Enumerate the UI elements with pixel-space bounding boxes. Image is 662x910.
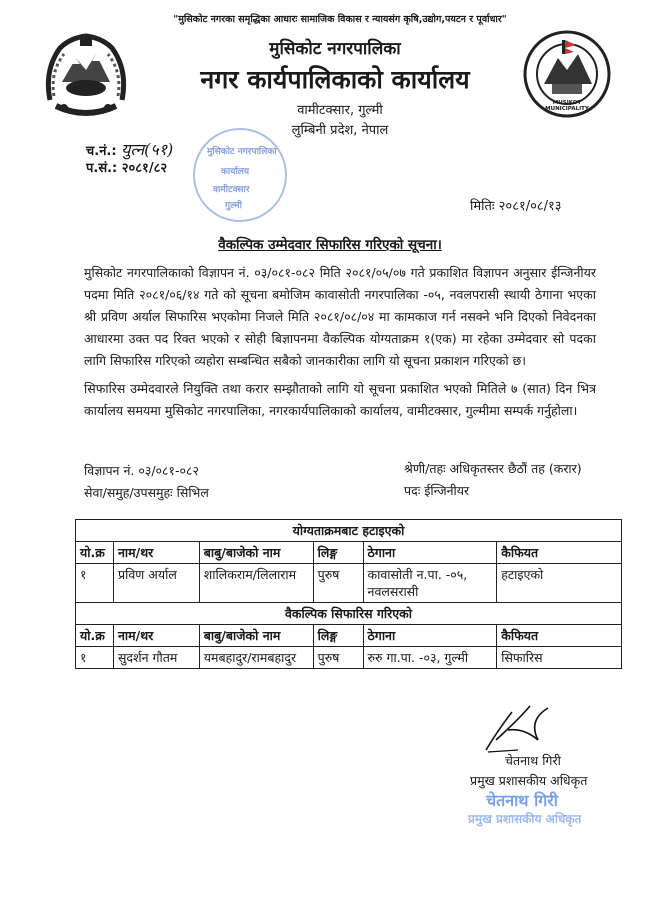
organization-name: मुसिकोट नगरपालिका <box>269 39 401 59</box>
table-cell: प्रविण अर्याल <box>113 564 199 603</box>
signatory-title: प्रमुख प्रशासकीय अधिकृत <box>470 773 588 788</box>
table-header-row <box>76 625 622 647</box>
dispatch-label: च.नं.: <box>86 144 117 159</box>
table-cell: १ <box>76 564 114 603</box>
column-header: नाम/थर <box>113 625 199 647</box>
post: पदः ईन्जिनीयर <box>404 483 470 498</box>
title-stamp: प्रमुख प्रशासकीय अधिकृत <box>468 812 582 826</box>
level: श्रेणी/तहः अधिकृतस्तर छैठौं तह (करार) <box>404 461 582 476</box>
table-cell: रुरु गा.पा. -०३, गुल्मी <box>363 647 497 669</box>
section-recommended-title: वैकल्पिक सिफारिस गरिएको <box>76 603 622 625</box>
column-header: लिङ्ग <box>313 625 363 647</box>
dispatch-number <box>86 138 173 160</box>
column-header: बाबु/बाजेको नाम <box>199 542 313 564</box>
service-group: सेवा/समुह/उपसमुहः सिभिल <box>84 485 209 500</box>
notice-paragraph-2: सिफारिस उम्मेदवारले नियुक्ति तथा करार सम्झौताको लागि यो सूचना प्रकाशित भएको मितिले ७ (सात) दिन भित्र कार्यालय समयमा मुसिकोट नगरपालिका, नगरकार्यपालिकाको कार्यालय, वामीटक्सार, गुल्मीमा सम्पर्क गर्नुहोला। <box>84 381 596 418</box>
table-cell: सुदर्शन गौतम <box>113 647 199 669</box>
table-cell: सिफारिस <box>497 647 622 669</box>
dispatch-value: युत्न(५१) <box>121 140 174 159</box>
seal-line-2: कार्यालय <box>221 167 250 177</box>
signature-mark <box>478 700 558 755</box>
table-cell: हटाइएको <box>497 564 622 603</box>
column-header: ठेगाना <box>363 542 497 564</box>
municipality-logo-text: MUSIKOT MUNICIPALITY <box>545 100 589 112</box>
nepal-emblem-logo <box>40 30 132 120</box>
section-removed-title: योग्यताक्रमबाट हटाइएको <box>76 520 622 542</box>
table-cell: १ <box>76 647 114 669</box>
signatory-name: चेतनाथ गिरी <box>505 753 561 768</box>
column-header: ठेगाना <box>363 625 497 647</box>
seal-line-4: गुल्मी <box>225 201 243 211</box>
table-row <box>76 564 622 603</box>
motto: "मुसिकोट नगरका समृद्धिका आधारः सामाजिक विकास र न्यायसंग कृषि,उद्योग,पयटन र पूर्वाधार" <box>173 14 507 25</box>
column-header: यो.क्र <box>76 542 114 564</box>
letter-label: प.सं.: <box>86 161 118 176</box>
column-header: बाबु/बाजेको नाम <box>199 625 313 647</box>
address-line-1: वामीटक्सार, गुल्मी <box>297 103 383 118</box>
column-header: नाम/थर <box>113 542 199 564</box>
notice-date: मितिः २०८१/०८/१३ <box>470 199 562 214</box>
table-cell: पुरुष <box>313 647 363 669</box>
candidate-table <box>75 519 622 669</box>
table-cell: शालिकराम/लिलाराम <box>199 564 313 603</box>
column-header: यो.क्र <box>76 625 114 647</box>
column-header: कैफियत <box>497 542 622 564</box>
notice-paragraph-1: मुसिकोट नगरपालिकाको विज्ञापन नं. ०३/०८१-०८२ मिति २०८१/०५/०७ गते प्रकाशित विज्ञापन अनुसार ईन्जिनीयर पदमा मिति २०८१/०६/१४ गते को सूचना बमोजिम कावासोती नगरपालिका -०५, नवलपरासी स्थायी ठेगाना भएका श्री प्रविण अर्याल सिफारिस भएकोमा निजले मिति २०८१/०८/०४ मा कामकाज गर्न नसक्ने भनि दिएको निवेदनका आधारमा उक्त पद रिक्त भएको र सोही बिज्ञापनमा वैकल्पिक योग्यताक्रम १(एक) मा रहेका उम्मेदवार सो पदका लागि सिफारिस गरिएको व्यहोरा सम्बन्धित सबैको जानकारीका लागि यो सूचना प्रकाशन गरिएको छ। <box>84 265 596 368</box>
notice-subject: वैकल्पिक उम्मेदवार सिफारिस गरिएको सूचना। <box>218 237 442 253</box>
section-recommended-title-row <box>76 603 622 625</box>
letter-value: २०८१/८२ <box>121 161 168 176</box>
column-header: लिङ्ग <box>313 542 363 564</box>
table-row <box>76 647 622 669</box>
column-header: कैफियत <box>497 625 622 647</box>
table-cell: यमबहादुर/रामबहादुर <box>199 647 313 669</box>
letter-number <box>86 158 167 176</box>
name-stamp: चेतनाथ गिरी <box>486 791 558 810</box>
table-cell: पुरुष <box>313 564 363 603</box>
seal-line-1: मुसिकोट नगरपालिका <box>207 147 277 157</box>
address-line-2: लुम्बिनी प्रदेश, नेपाल <box>291 123 389 138</box>
seal-line-3: वामीटक्सार <box>213 185 250 195</box>
office-title: नगर कार्यपालिकाको कार्यालय <box>200 65 470 94</box>
table-cell: कावासोती न.पा. -०५, नवलसरासी <box>363 564 497 603</box>
table-header-row <box>76 542 622 564</box>
advertisement-number: विज्ञापन नं. ०३/०८१-०८२ <box>84 463 200 478</box>
office-seal <box>193 128 287 222</box>
section-removed-title-row <box>76 520 622 542</box>
